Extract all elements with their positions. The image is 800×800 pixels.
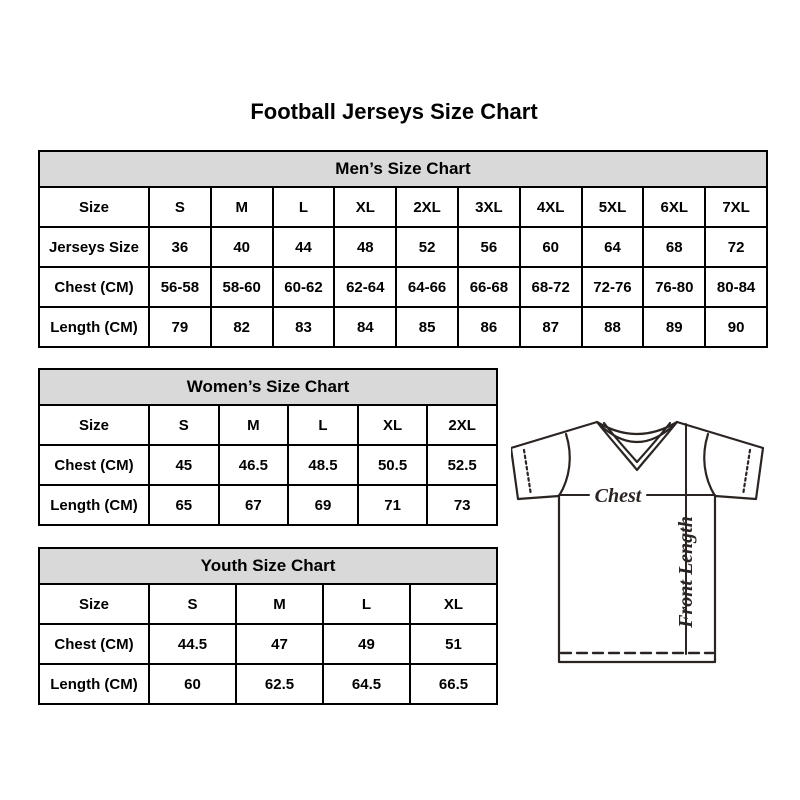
value-cell: 66-68 — [458, 267, 520, 307]
table-title: Men’s Size Chart — [39, 151, 767, 187]
front-length-label: Front Length — [675, 516, 697, 628]
row-label-cell: Jerseys Size — [39, 227, 149, 267]
value-cell: 72-76 — [582, 267, 644, 307]
table-title-row — [39, 548, 497, 584]
value-cell: 64.5 — [323, 664, 410, 704]
row-label-cell: Size — [39, 405, 149, 445]
value-cell: 73 — [427, 485, 497, 525]
value-cell: 56 — [458, 227, 520, 267]
value-cell: 44.5 — [149, 624, 236, 664]
value-cell: 72 — [705, 227, 767, 267]
value-cell: XL — [410, 584, 497, 624]
value-cell: 79 — [149, 307, 211, 347]
value-cell: XL — [334, 187, 396, 227]
value-cell: S — [149, 584, 236, 624]
value-cell: M — [219, 405, 289, 445]
table-row — [39, 307, 767, 347]
value-cell: 76-80 — [643, 267, 705, 307]
table-row — [39, 405, 497, 445]
value-cell: 6XL — [643, 187, 705, 227]
table-row — [39, 664, 497, 704]
value-cell: 62-64 — [334, 267, 396, 307]
value-cell: L — [288, 405, 358, 445]
value-cell: 52.5 — [427, 445, 497, 485]
row-label-cell: Length (CM) — [39, 307, 149, 347]
womens-size-table — [38, 368, 498, 526]
value-cell: 48.5 — [288, 445, 358, 485]
value-cell: 48 — [334, 227, 396, 267]
value-cell: L — [323, 584, 410, 624]
table-row — [39, 445, 497, 485]
row-label-cell: Chest (CM) — [39, 445, 149, 485]
value-cell: 46.5 — [219, 445, 289, 485]
value-cell: 60-62 — [273, 267, 335, 307]
value-cell: 71 — [358, 485, 428, 525]
table-row — [39, 227, 767, 267]
value-cell: 44 — [273, 227, 335, 267]
row-label-cell: Size — [39, 187, 149, 227]
value-cell: 88 — [582, 307, 644, 347]
youth-size-table — [38, 547, 498, 705]
value-cell: 40 — [211, 227, 273, 267]
value-cell: 62.5 — [236, 664, 323, 704]
value-cell: 85 — [396, 307, 458, 347]
value-cell: 60 — [149, 664, 236, 704]
chest-label: Chest — [594, 485, 642, 507]
value-cell: 64 — [582, 227, 644, 267]
value-cell: 52 — [396, 227, 458, 267]
value-cell: 50.5 — [358, 445, 428, 485]
value-cell: 64-66 — [396, 267, 458, 307]
jersey-diagram — [511, 414, 769, 666]
value-cell: 56-58 — [149, 267, 211, 307]
row-label-cell: Chest (CM) — [39, 624, 149, 664]
value-cell: 2XL — [396, 187, 458, 227]
row-label-cell: Length (CM) — [39, 485, 149, 525]
value-cell: 7XL — [705, 187, 767, 227]
value-cell: M — [211, 187, 273, 227]
table-title: Youth Size Chart — [39, 548, 497, 584]
value-cell: S — [149, 405, 219, 445]
table-title-row — [39, 151, 767, 187]
value-cell: 65 — [149, 485, 219, 525]
row-label-cell: Chest (CM) — [39, 267, 149, 307]
row-label-cell: Size — [39, 584, 149, 624]
table-title: Women’s Size Chart — [39, 369, 497, 405]
value-cell: S — [149, 187, 211, 227]
table-row — [39, 267, 767, 307]
mens-size-table — [38, 150, 768, 348]
table-row — [39, 624, 497, 664]
value-cell: 45 — [149, 445, 219, 485]
table-title-row — [39, 369, 497, 405]
value-cell: 87 — [520, 307, 582, 347]
value-cell: 67 — [219, 485, 289, 525]
value-cell: 90 — [705, 307, 767, 347]
value-cell: M — [236, 584, 323, 624]
value-cell: 89 — [643, 307, 705, 347]
table-row — [39, 584, 497, 624]
value-cell: 83 — [273, 307, 335, 347]
value-cell: 2XL — [427, 405, 497, 445]
value-cell: 58-60 — [211, 267, 273, 307]
value-cell: 36 — [149, 227, 211, 267]
value-cell: 69 — [288, 485, 358, 525]
value-cell: 82 — [211, 307, 273, 347]
value-cell: 60 — [520, 227, 582, 267]
value-cell: 86 — [458, 307, 520, 347]
jersey-outline — [511, 422, 763, 662]
value-cell: 68-72 — [520, 267, 582, 307]
value-cell: XL — [358, 405, 428, 445]
value-cell: L — [273, 187, 335, 227]
value-cell: 66.5 — [410, 664, 497, 704]
value-cell: 84 — [334, 307, 396, 347]
value-cell: 68 — [643, 227, 705, 267]
value-cell: 80-84 — [705, 267, 767, 307]
value-cell: 5XL — [582, 187, 644, 227]
table-row — [39, 485, 497, 525]
page-title: Football Jerseys Size Chart — [250, 99, 538, 124]
value-cell: 3XL — [458, 187, 520, 227]
value-cell: 4XL — [520, 187, 582, 227]
value-cell: 47 — [236, 624, 323, 664]
jersey-svg — [511, 414, 769, 666]
row-label-cell: Length (CM) — [39, 664, 149, 704]
table-row — [39, 187, 767, 227]
value-cell: 51 — [410, 624, 497, 664]
value-cell: 49 — [323, 624, 410, 664]
